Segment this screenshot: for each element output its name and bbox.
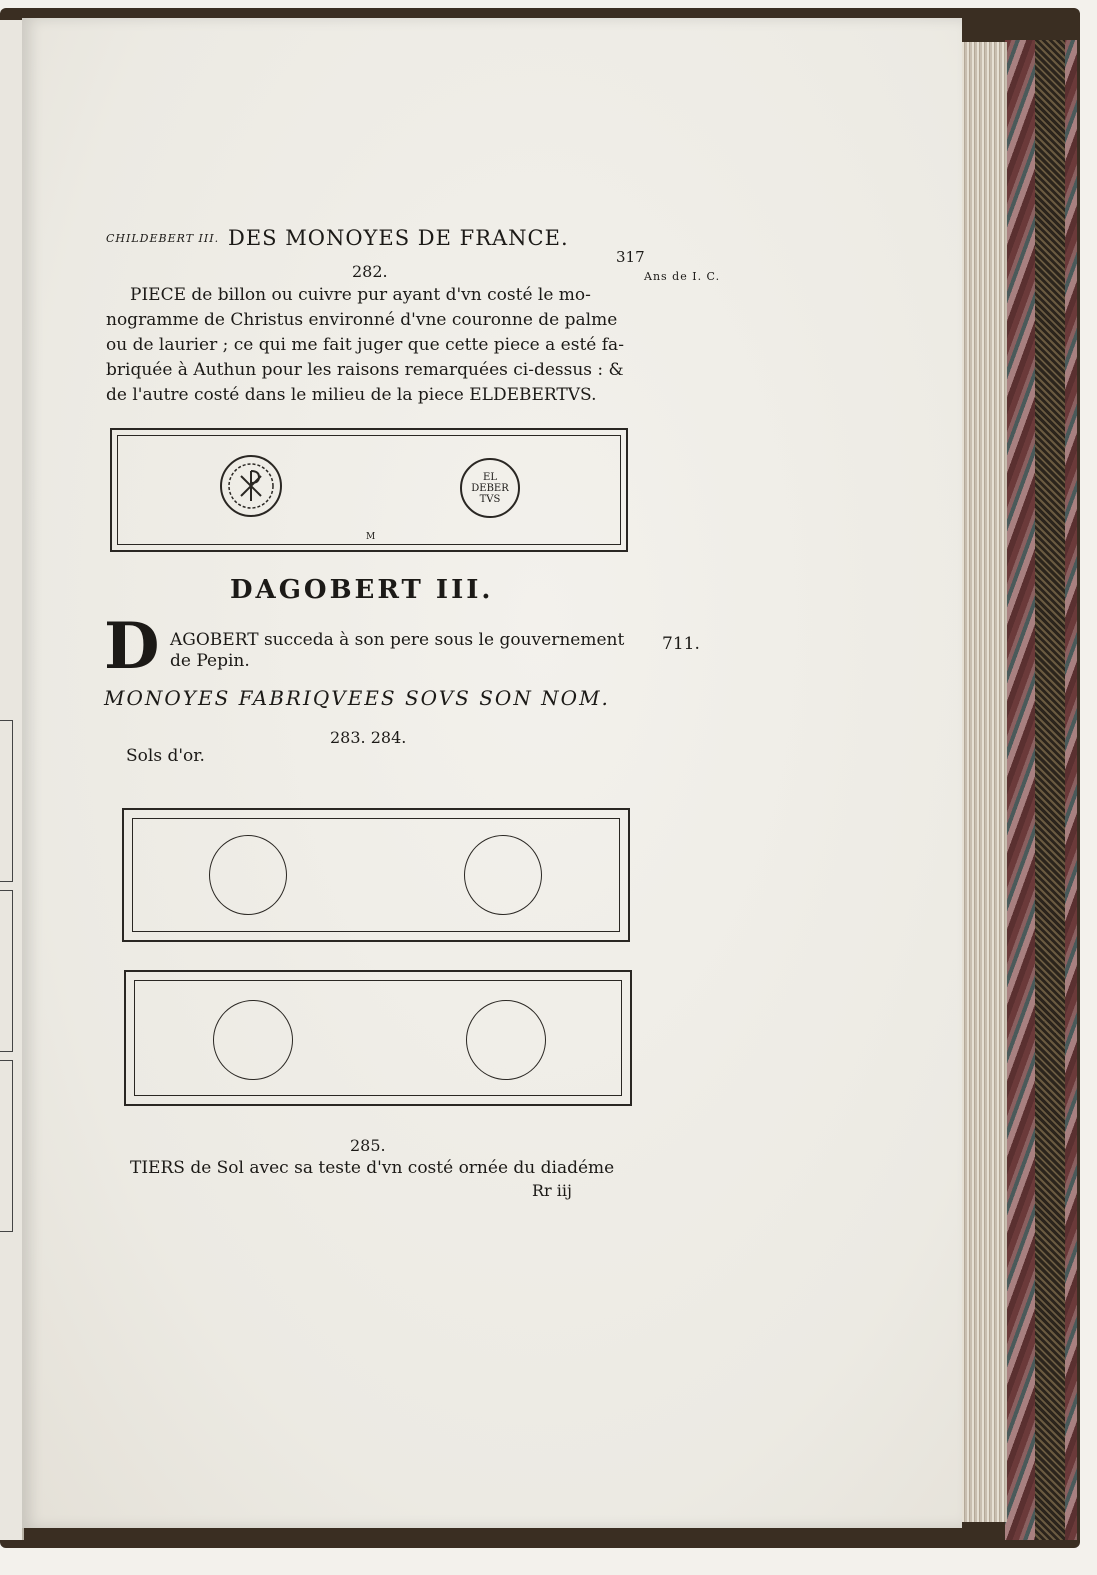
running-title: DES MONOYES DE FRANCE. (228, 226, 569, 250)
coin-plate (122, 808, 630, 942)
section-heading: DAGOBERT III. (230, 575, 494, 605)
facing-plate-edge (0, 1060, 13, 1232)
text-line: nogramme de Christus environné d'vne couronne de palme (106, 310, 618, 330)
running-head-left: CHILDEBERT III. (106, 232, 220, 245)
text-line: briquée à Authun pour les raisons remarquées ci-dessus : & (106, 360, 624, 380)
entry-number: 282. (352, 262, 388, 281)
margin-label: Ans de I. C. (644, 270, 721, 283)
coin-inscription-line: DEBER (471, 483, 509, 494)
signature-mark: Rr iij (532, 1181, 572, 1200)
subsection-heading: MONOYES FABRIQVEES SOVS SON NOM. (104, 686, 610, 710)
margin-year: 711. (662, 634, 700, 654)
text-line: de Pepin. (170, 651, 250, 671)
plate-mark: M (366, 532, 376, 542)
page-edges (955, 42, 1007, 1522)
entry-number: 285. (350, 1136, 386, 1155)
page-number: 317 (616, 248, 645, 266)
coin-inscription-line: TVS (479, 494, 501, 505)
text-line: ou de laurier ; ce qui me fait juger que cette piece a esté fa- (106, 335, 624, 355)
entry-number: 283. 284. (330, 728, 407, 747)
facing-plate-edge (0, 890, 13, 1052)
coin-inscription-line: EL (483, 472, 497, 483)
coin-inscription (462, 472, 518, 505)
coin-plate (124, 970, 632, 1106)
blank-coin (209, 835, 287, 915)
text-line: PIECE de billon ou cuivre pur ayant d'vn costé le mo- (130, 285, 591, 305)
cover-edge (1035, 40, 1065, 1540)
text-line: de l'autre costé dans le milieu de la piece ELDEBERTVS. (106, 385, 597, 405)
coin-plate (110, 428, 628, 552)
facing-page-edge (0, 20, 24, 1540)
drop-cap: D (104, 609, 160, 684)
coin-obverse (220, 455, 282, 517)
blank-coin (213, 1000, 293, 1080)
plate-inner-border (117, 435, 621, 545)
text-line: AGOBERT succeda à son pere sous le gouvernement (170, 630, 625, 650)
coin-reverse (460, 458, 520, 518)
chi-rho-wreath-icon (222, 457, 280, 515)
blank-coin (466, 1000, 546, 1080)
facing-plate-edge (0, 720, 13, 882)
text-line: TIERS de Sol avec sa teste d'vn costé ornée du diadéme (130, 1158, 615, 1178)
plate-inner-border (134, 980, 622, 1096)
plate-inner-border (132, 818, 620, 932)
subhead: Sols d'or. (126, 746, 205, 766)
blank-coin (464, 835, 542, 915)
